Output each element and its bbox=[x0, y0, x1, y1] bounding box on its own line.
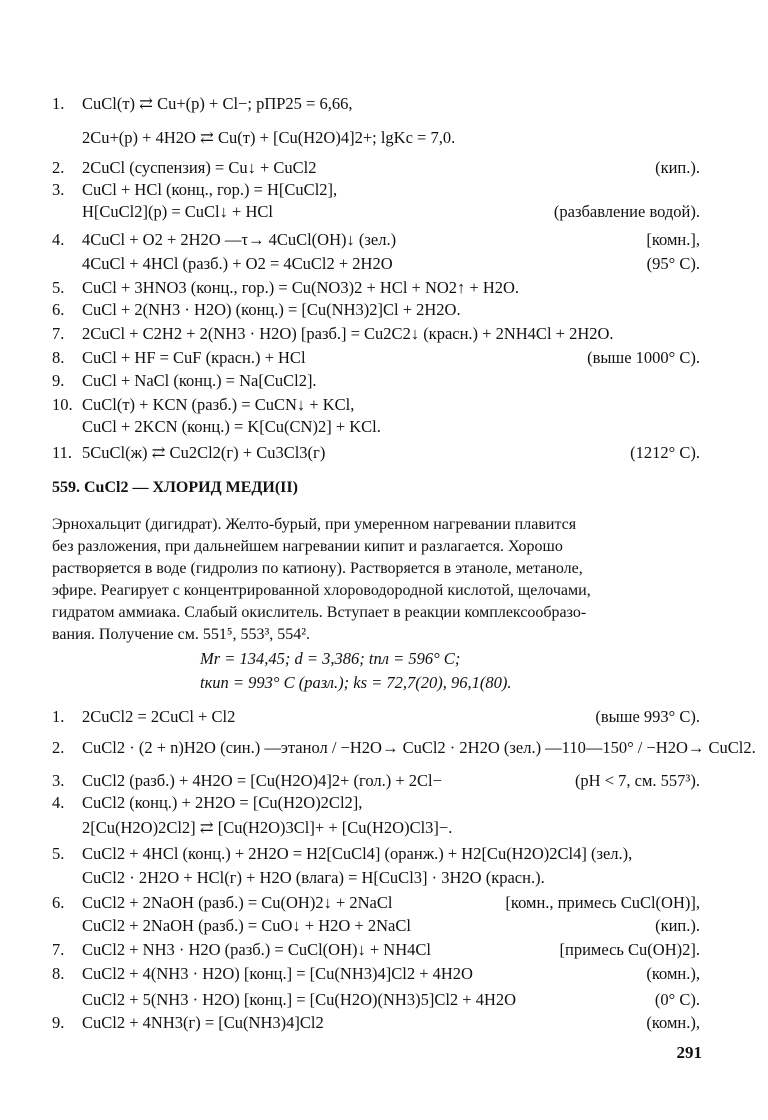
reaction-number: 3. bbox=[52, 180, 65, 199]
reaction-formula: 2CuCl2 = 2CuCl + Cl2 bbox=[82, 707, 236, 726]
reaction-condition: (комн.), bbox=[646, 964, 700, 983]
properties-line: tкип = 993° C (разл.); ks = 72,7(20), 96,1(80). bbox=[200, 673, 512, 692]
reaction-condition: (кип.). bbox=[655, 158, 700, 177]
reaction-formula: CuCl2 + 2NaOH (разб.) = CuO↓ + H2O + 2NaCl bbox=[82, 916, 411, 935]
reaction-number: 11. bbox=[52, 443, 73, 462]
reaction-condition: (комн.), bbox=[646, 1013, 700, 1032]
reaction-formula: 4CuCl + O2 + 2H2O —τ→ 4CuCl(OH)↓ (зел.) bbox=[82, 230, 397, 249]
reaction-formula: 2Cu+(р) + 4H2O ⇄ Cu(т) + [Cu(H2O)4]2+; lgKc = 7,0. bbox=[82, 128, 456, 147]
reaction-formula: CuCl(т) + KCN (разб.) = CuCN↓ + KCl, bbox=[82, 395, 355, 414]
reaction-condition: (выше 1000° C). bbox=[587, 348, 700, 367]
reaction-formula: CuCl + HCl (конц., гор.) = H[CuCl2], bbox=[82, 180, 338, 199]
description-line: вания. Получение см. 551⁵, 553³, 554². bbox=[52, 626, 311, 643]
description-line: Эрнохальцит (дигидрат). Желто-бурый, при умеренном нагревании плавится bbox=[52, 516, 577, 533]
reaction-formula: CuCl2 + NH3 · H2O (разб.) = CuCl(OH)↓ + NH4Cl bbox=[82, 940, 431, 959]
reaction-condition: (1212° C). bbox=[630, 443, 700, 462]
reaction-number: 8. bbox=[52, 348, 65, 367]
reaction-number: 5. bbox=[52, 844, 65, 863]
reaction-condition: [комн.], bbox=[646, 230, 700, 249]
reaction-number: 7. bbox=[52, 940, 65, 959]
reaction-number: 10. bbox=[52, 395, 73, 414]
reaction-condition: [комн., примесь CuCl(OH)], bbox=[505, 893, 700, 912]
reaction-condition: (0° C). bbox=[654, 990, 700, 1009]
reaction-formula: CuCl(т) ⇄ Cu+(р) + Cl−; pПР25 = 6,66, bbox=[82, 94, 353, 113]
reaction-number: 1. bbox=[52, 707, 65, 726]
section-heading: 559. CuCl2 — ХЛОРИД МЕДИ(II) bbox=[52, 479, 298, 496]
reaction-number: 9. bbox=[52, 371, 65, 390]
reaction-formula: 4CuCl + 4HCl (разб.) + O2 = 4CuCl2 + 2H2O bbox=[82, 254, 393, 273]
reaction-number: 3. bbox=[52, 771, 65, 790]
reaction-formula: CuCl2 · 2H2O + HCl(г) + H2O (влага) = H[CuCl3] · 3H2O (красн.). bbox=[82, 868, 545, 887]
reaction-formula: CuCl2 (разб.) + 4H2O = [Cu(H2O)4]2+ (гол.) + 2Cl− bbox=[82, 771, 442, 790]
reaction-number: 6. bbox=[52, 300, 65, 319]
page-number: 291 bbox=[676, 1043, 702, 1062]
reaction-formula: CuCl2 + 4NH3(г) = [Cu(NH3)4]Cl2 bbox=[82, 1013, 324, 1032]
reaction-condition: (95° C). bbox=[646, 254, 700, 273]
reaction-number: 9. bbox=[52, 1013, 65, 1032]
properties-line: Mr = 134,45; d = 3,386; tпл = 596° C; bbox=[200, 649, 461, 668]
reaction-condition: (кип.). bbox=[655, 916, 700, 935]
reaction-condition: (pH < 7, см. 557³). bbox=[574, 771, 700, 790]
reaction-formula: CuCl2 · (2 + n)H2O (син.) —этанол / −H2O→ CuCl2 · 2H2O (зел.) —110—150° / −H2O→ CuCl2. bbox=[82, 738, 756, 757]
reaction-formula: CuCl + 2KCN (конц.) = K[Cu(CN)2] + KCl. bbox=[82, 417, 381, 436]
description-line: эфире. Реагирует с концентрированной хлороводородной кислотой, щелочами, bbox=[52, 582, 591, 599]
reaction-formula: 2CuCl (суспензия) = Cu↓ + CuCl2 bbox=[82, 158, 317, 177]
reaction-formula: 2[Cu(H2O)2Cl2] ⇄ [Cu(H2O)3Cl]+ + [Cu(H2O)Cl3]−. bbox=[82, 818, 453, 837]
reaction-formula: CuCl2 + 4(NH3 · H2O) [конц.] = [Cu(NH3)4]Cl2 + 4H2O bbox=[82, 964, 473, 983]
reaction-formula: CuCl2 + 2NaOH (разб.) = Cu(OH)2↓ + 2NaCl bbox=[82, 893, 393, 912]
reaction-number: 1. bbox=[52, 94, 65, 113]
reaction-number: 6. bbox=[52, 893, 65, 912]
reaction-number: 4. bbox=[52, 793, 65, 812]
reaction-formula: 2CuCl + C2H2 + 2(NH3 · H2O) [разб.] = Cu2C2↓ (красн.) + 2NH4Cl + 2H2O. bbox=[82, 324, 614, 343]
description-line: растворяется в воде (гидролиз по катиону). Растворяется в этаноле, метаноле, bbox=[52, 560, 583, 577]
reaction-formula: H[CuCl2](р) = CuCl↓ + HCl bbox=[82, 202, 273, 221]
reaction-formula: CuCl + 2(NH3 · H2O) (конц.) = [Cu(NH3)2]Cl + 2H2O. bbox=[82, 300, 461, 319]
reaction-number: 8. bbox=[52, 964, 65, 983]
description-line: без разложения, при дальнейшем нагревании кипит и разлагается. Хорошо bbox=[52, 538, 563, 555]
reaction-condition: [примесь Cu(OH)2]. bbox=[559, 940, 700, 959]
reaction-number: 7. bbox=[52, 324, 65, 343]
reaction-number: 2. bbox=[52, 158, 65, 177]
reaction-number: 2. bbox=[52, 738, 65, 757]
reaction-condition: (выше 993° C). bbox=[595, 707, 700, 726]
reaction-number: 5. bbox=[52, 278, 65, 297]
description-line: гидратом аммиака. Слабый окислитель. Вступает в реакции комплексообразо- bbox=[52, 604, 587, 621]
reaction-number: 4. bbox=[52, 230, 65, 249]
reaction-formula: 5CuCl(ж) ⇄ Cu2Cl2(г) + Cu3Cl3(г) bbox=[82, 443, 326, 462]
reaction-formula: CuCl + NaCl (конц.) = Na[CuCl2]. bbox=[82, 371, 317, 390]
reaction-formula: CuCl2 + 5(NH3 · H2O) [конц.] = [Cu(H2O)(NH3)5]Cl2 + 4H2O bbox=[82, 990, 517, 1009]
reaction-formula: CuCl + HF = CuF (красн.) + HCl bbox=[82, 348, 306, 367]
reaction-formula: CuCl2 (конц.) + 2H2O = [Cu(H2O)2Cl2], bbox=[82, 793, 363, 812]
reaction-formula: CuCl + 3HNO3 (конц., гор.) = Cu(NO3)2 + HCl + NO2↑ + H2O. bbox=[82, 278, 520, 297]
reaction-formula: CuCl2 + 4HCl (конц.) + 2H2O = H2[CuCl4] (оранж.) + H2[Cu(H2O)2Cl4] (зел.), bbox=[82, 844, 633, 863]
reaction-condition: (разбавление водой). bbox=[553, 202, 700, 221]
